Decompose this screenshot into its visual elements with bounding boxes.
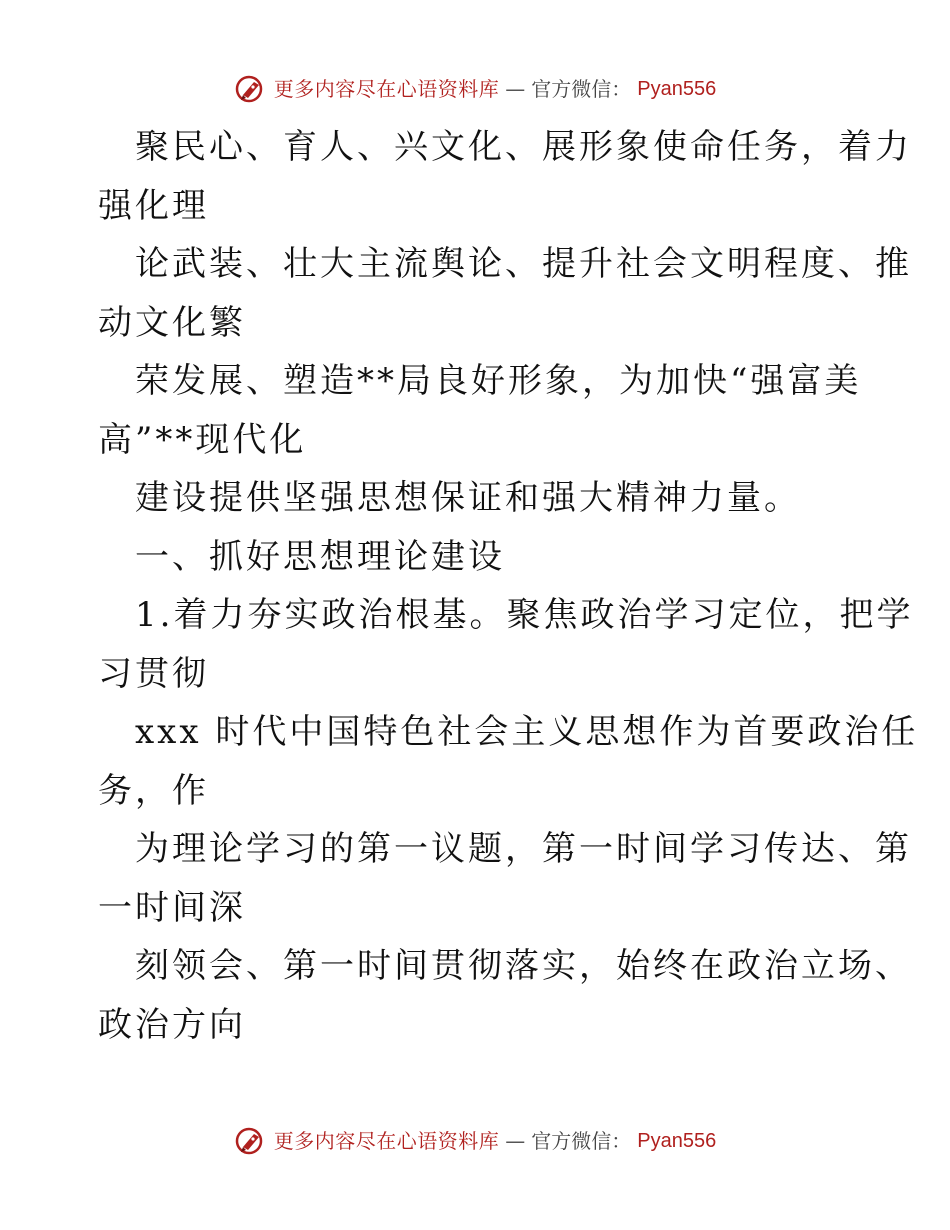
body-line: 政治方向 xyxy=(98,1004,246,1045)
body-line: 强化理 xyxy=(98,185,209,226)
banner-official-label: 官方微信： xyxy=(531,1129,632,1153)
body-line: 荣发展、塑造**局良好形象，为加快“强富美 xyxy=(135,361,862,401)
body-line: 建设提供坚强思想保证和强大精神力量。 xyxy=(135,478,801,518)
body-line: 习贯彻 xyxy=(98,653,209,694)
body-line: 论武装、壮大主流舆论、提升社会文明程度、推 xyxy=(135,244,912,284)
document-body xyxy=(98,118,919,1054)
banner-official-label: 官方微信： xyxy=(531,77,632,101)
banner-separator: — xyxy=(505,77,526,101)
body-line: 聚民心、育人、兴文化、展形象使命任务，着力 xyxy=(135,127,912,167)
body-line: 一、抓好思想理论建设 xyxy=(135,536,505,577)
pen-nib-icon xyxy=(234,74,268,104)
body-line: 务，作 xyxy=(98,770,209,811)
body-line: 动文化繁 xyxy=(98,302,246,343)
body-line: 为理论学习的第一议题，第一时间学习传达、第 xyxy=(135,829,912,869)
banner-separator: — xyxy=(505,1129,526,1153)
header-banner xyxy=(0,74,950,104)
body-line: 刻领会、第一时间贯彻落实，始终在政治立场、 xyxy=(135,946,912,986)
pen-nib-icon xyxy=(234,1126,268,1156)
body-line: 高”**现代化 xyxy=(98,419,307,460)
banner-account-id: Pyan556 xyxy=(637,1130,717,1152)
body-line: xxx 时代中国特色社会主义思想作为首要政治任 xyxy=(135,712,919,752)
body-line: 一时间深 xyxy=(98,887,246,928)
banner-text: 更多内容尽在心语资料库 xyxy=(273,77,500,101)
footer-banner xyxy=(0,1126,950,1156)
body-line: 1.着力夯实政治根基。聚焦政治学习定位，把学 xyxy=(135,595,914,635)
banner-account-id: Pyan556 xyxy=(637,78,717,100)
banner-text: 更多内容尽在心语资料库 xyxy=(273,1129,500,1153)
